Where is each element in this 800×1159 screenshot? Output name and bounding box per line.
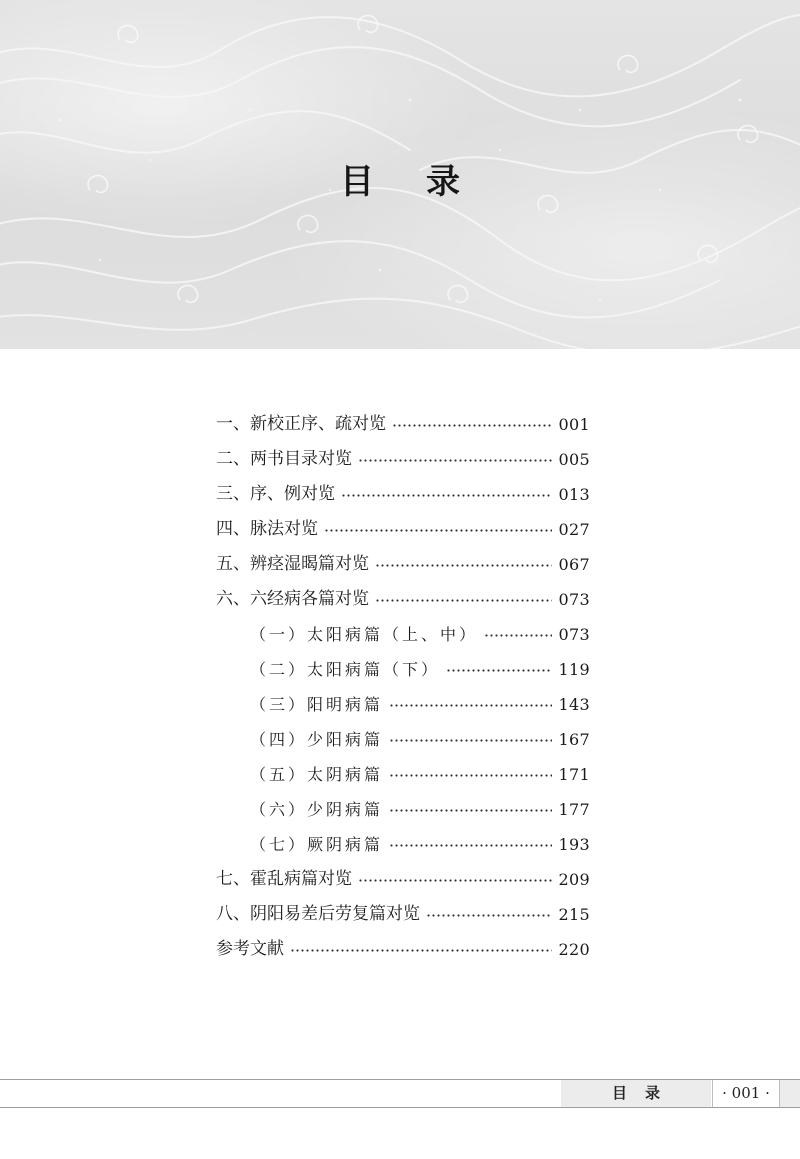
dot-leader — [324, 529, 552, 532]
dot-leader — [389, 739, 552, 742]
toc-entry-page: 167 — [558, 730, 590, 749]
toc-entry-title: （一）太阳病篇（上、中） — [250, 625, 479, 644]
dot-leader — [358, 879, 552, 882]
toc-entry[interactable] — [216, 442, 590, 477]
toc-entry[interactable] — [216, 407, 590, 442]
toc-entry[interactable] — [216, 512, 590, 547]
toc-entry-title: （三）阳明病篇 — [250, 695, 384, 714]
toc-entry-title: 八、阴阳易差后劳复篇对览 — [216, 904, 420, 924]
toc-entry-page: 067 — [558, 555, 590, 574]
toc-entry-title: 三、序、例对览 — [216, 484, 335, 504]
toc-entry-page: 073 — [558, 590, 590, 609]
toc-entry-page: 177 — [558, 800, 590, 819]
toc-entry-page: 001 — [558, 415, 590, 434]
toc-entry[interactable] — [216, 792, 590, 827]
dot-leader — [341, 494, 552, 497]
toc-entry-title: 二、两书目录对览 — [216, 449, 352, 469]
toc-entry[interactable] — [216, 757, 590, 792]
dot-leader — [392, 424, 552, 427]
footer-section-label: 目录 — [561, 1080, 711, 1107]
toc-entry-page: 119 — [558, 660, 590, 679]
dot-leader — [426, 914, 552, 917]
toc-entry-title: （六）少阴病篇 — [250, 800, 384, 819]
toc-entry-page: 193 — [558, 835, 590, 854]
toc-entry[interactable] — [216, 897, 590, 932]
toc-entry[interactable] — [216, 477, 590, 512]
dot-leader — [375, 599, 552, 602]
footer-tail-block — [780, 1080, 800, 1107]
footer-page-number: · 001 · — [712, 1080, 780, 1107]
page-title: 目录 — [340, 162, 512, 202]
dot-leader — [389, 844, 552, 847]
toc-entry[interactable] — [216, 862, 590, 897]
toc-entry[interactable] — [216, 722, 590, 757]
toc-entry-page: 215 — [558, 905, 590, 924]
dot-leader — [484, 634, 552, 637]
decorative-header-band — [0, 0, 800, 349]
dot-leader — [389, 704, 552, 707]
dot-leader — [290, 949, 552, 952]
toc-entry-page: 143 — [558, 695, 590, 714]
dot-leader — [389, 774, 552, 777]
toc-entry-title: 七、霍乱病篇对览 — [216, 869, 352, 889]
toc-entry[interactable] — [216, 827, 590, 862]
dot-leader — [358, 459, 552, 462]
toc-entry-title: 一、新校正序、疏对览 — [216, 414, 386, 434]
toc-entry-page: 171 — [558, 765, 590, 784]
toc-entry[interactable] — [216, 582, 590, 617]
toc-entry-page: 073 — [558, 625, 590, 644]
toc-entry[interactable] — [216, 932, 590, 967]
toc-entry-title: （四）少阳病篇 — [250, 730, 384, 749]
toc-entry-title: 四、脉法对览 — [216, 519, 318, 539]
toc-entry-page: 013 — [558, 485, 590, 504]
table-of-contents — [216, 407, 590, 967]
toc-entry-title: （二）太阳病篇（下） — [250, 660, 441, 679]
toc-entry-title: 五、辨痉湿暍篇对览 — [216, 554, 369, 574]
toc-entry-page: 027 — [558, 520, 590, 539]
toc-entry[interactable] — [216, 617, 590, 652]
toc-entry[interactable] — [216, 687, 590, 722]
toc-entry-page: 220 — [558, 940, 590, 959]
toc-entry-title: 参考文献 — [216, 939, 284, 959]
toc-entry[interactable] — [216, 547, 590, 582]
dot-leader — [375, 564, 552, 567]
toc-entry[interactable] — [216, 652, 590, 687]
toc-entry-title: （五）太阴病篇 — [250, 765, 384, 784]
toc-entry-page: 005 — [558, 450, 590, 469]
toc-entry-title: （七）厥阴病篇 — [250, 835, 384, 854]
toc-entry-page: 209 — [558, 870, 590, 889]
footer-rule-bottom — [0, 1107, 800, 1108]
toc-entry-title: 六、六经病各篇对览 — [216, 589, 369, 609]
dot-leader — [389, 809, 552, 812]
dot-leader — [446, 669, 552, 672]
